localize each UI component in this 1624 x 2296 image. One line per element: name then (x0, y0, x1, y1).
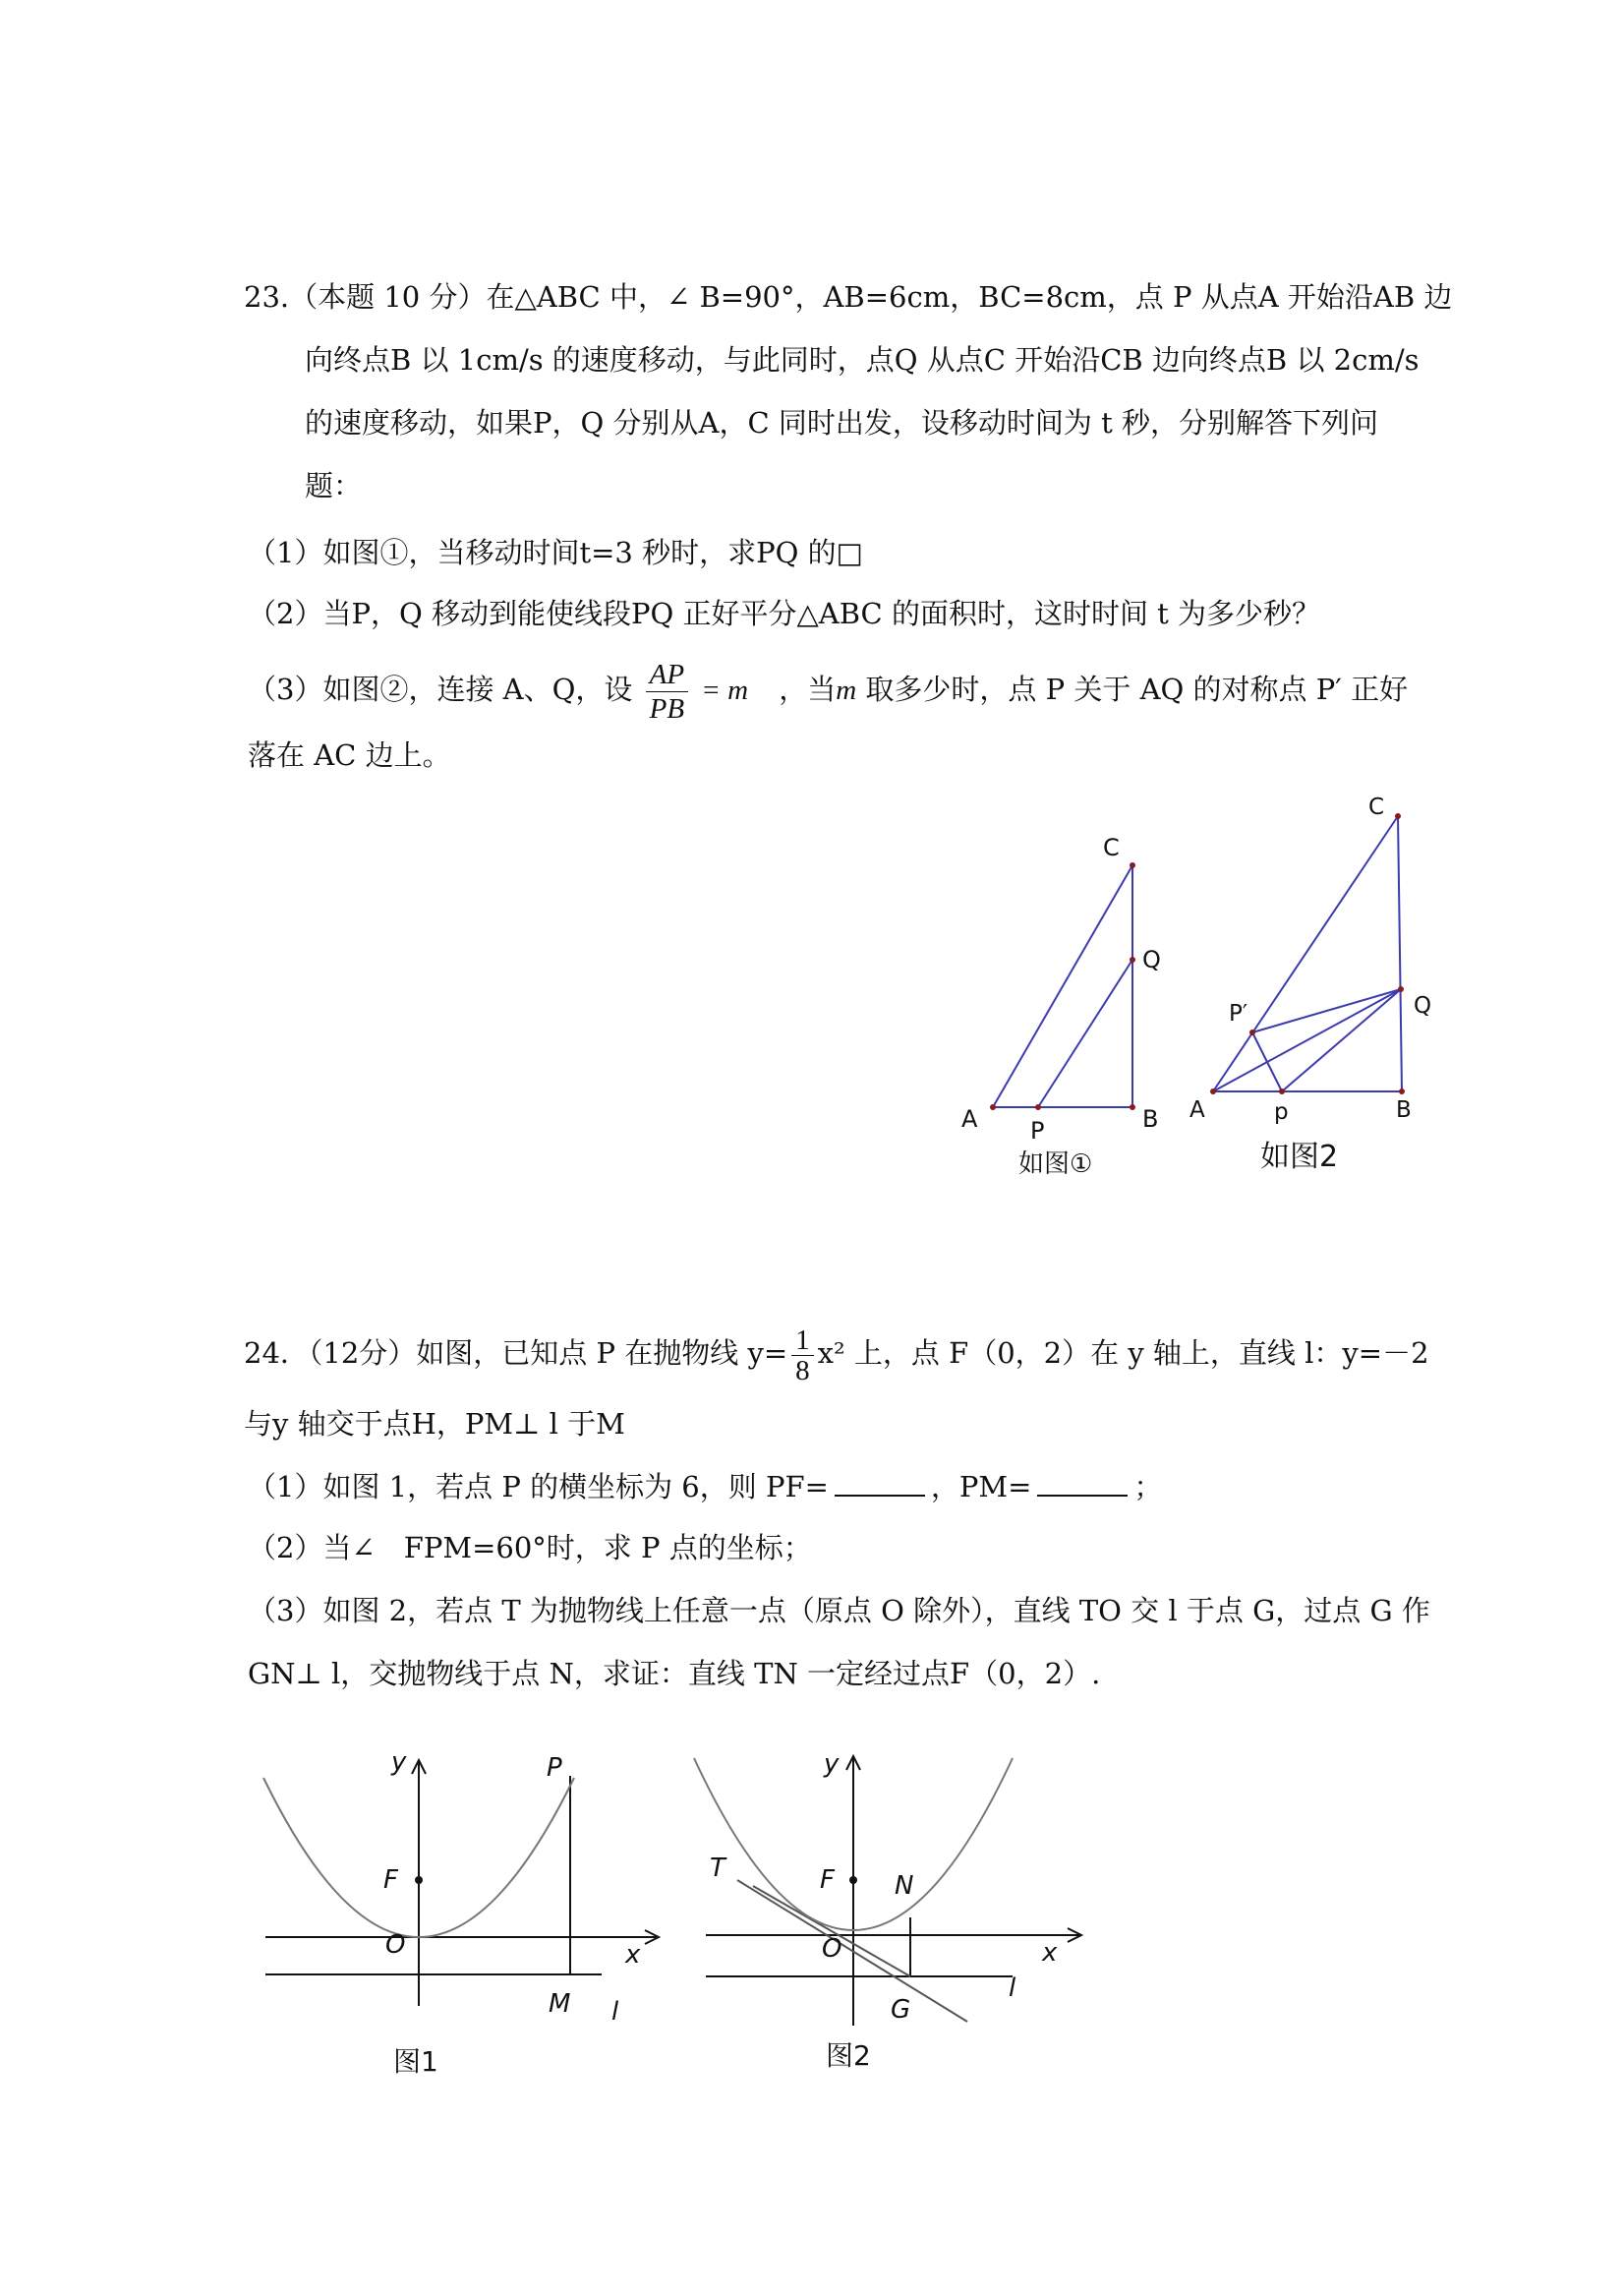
q23-line-1: 23.（本题 10 分）在△ABC 中，∠ B=90°，AB=6cm，BC=8cm，点 P 从点A 开始沿AB 边 (244, 280, 1453, 314)
q23-part-3-eq: = m (701, 675, 749, 706)
fig1-point-q (1130, 957, 1135, 963)
fig-2-label-n: N (895, 1871, 914, 1901)
fig-2-label-f: F (820, 1865, 835, 1895)
fig2-label-q: Q (1414, 993, 1432, 1019)
fig1-point-c (1130, 862, 1135, 868)
q24-fraction-numerator: 1 (791, 1325, 814, 1356)
q23-fraction-ap-pb (646, 658, 688, 726)
fig-1-label-y: y (391, 1747, 407, 1777)
fig-1-label-m: M (549, 1989, 571, 2019)
q24-figure-1 (246, 1731, 678, 2104)
q24-fraction-one-eighth (791, 1325, 814, 1385)
q24-line-1-text-b: x² 上，点 F（0，2）在 y 轴上，直线 l：y=－2 (817, 1336, 1429, 1370)
fig1-point-a (990, 1104, 996, 1110)
q23-figure-1 (944, 826, 1180, 1190)
q23-part-3 (248, 651, 1408, 729)
q24-part-1-text-a: （1）如图 1，若点 P 的横坐标为 6，则 PF= (248, 1470, 829, 1503)
q23-part-1: （1）如图①，当移动时间t=3 秒时，求PQ 的□ (248, 536, 863, 569)
fig1-point-b (1130, 1104, 1135, 1110)
q24-part-1-text-b: ，PM= (930, 1470, 1032, 1503)
fig-2-caption: 图2 (826, 2039, 871, 2072)
q23-fraction-numerator: AP (646, 658, 688, 692)
fig2-segment-p-prime-q (1252, 989, 1401, 1032)
fig-1-label-x: x (625, 1940, 641, 1970)
q24-part-3: （3）如图 2，若点 T 为抛物线上任意一点（原点 O 除外），直线 TO 交 l 于点 G，过点 G 作 (248, 1594, 1430, 1627)
fig2-caption: 如图2 (1260, 1140, 1339, 1174)
fig-2-label-l: l (1009, 1973, 1016, 2003)
fig2-point-p-prime (1249, 1030, 1255, 1035)
fig-2-point-f (849, 1876, 857, 1884)
q24-part-2: （2）当∠ FPM=60°时，求 P 点的坐标； (248, 1531, 812, 1564)
fig-1-label-p: P (547, 1753, 562, 1783)
q23-part-3-cont: 落在 AC 边上。 (248, 738, 451, 772)
fig1-segment-pq (1038, 960, 1132, 1107)
fig2-segment-p-prime-p (1252, 1032, 1282, 1091)
q23-part-3-text-a: （3）如图②，连接 A、Q，设 (248, 673, 633, 706)
fig-2-label-g: G (891, 1995, 911, 2025)
fig-1-label-f: F (383, 1865, 398, 1895)
q23-figure-2 (1180, 787, 1465, 1190)
fig-2-label-o: O (822, 1934, 842, 1964)
fig2-point-b (1399, 1089, 1405, 1094)
fig-1-caption: 图1 (393, 2045, 438, 2078)
q24-line-1-text-a: 24．（12分）如图，已知点 P 在抛物线 y= (244, 1336, 788, 1370)
q23-part-3-text-b: ，当 (779, 673, 837, 706)
fig1-label-b: B (1142, 1105, 1159, 1133)
q23-line-4: 题： (305, 469, 363, 502)
fig-1-label-o: O (385, 1930, 406, 1960)
fig1-label-a: A (961, 1105, 978, 1133)
pf-answer-blank[interactable] (835, 1469, 925, 1497)
fig2-point-q (1398, 986, 1404, 992)
q23-line-3: 的速度移动，如果P，Q 分别从A，C 同时出发，设移动时间为 t 秒，分别解答下列问 (305, 406, 1378, 440)
fig1-label-p: P (1030, 1117, 1045, 1145)
q23-part-3-text-c: 取多少时，点 P 关于 AQ 的对称点 P′ 正好 (856, 673, 1409, 706)
fig-2-label-t: T (710, 1854, 725, 1883)
fig2-segment-pq (1282, 989, 1401, 1091)
q24-line-2: 与y 轴交于点H，PM⊥ l 于M (244, 1407, 625, 1441)
pm-answer-blank[interactable] (1037, 1469, 1128, 1497)
fig-2-label-y: y (824, 1749, 840, 1779)
fig2-point-c (1395, 813, 1401, 819)
fig2-label-p-prime: P′ (1229, 1001, 1248, 1027)
q23-part-2: （2）当P，Q 移动到能使线段PQ 正好平分△ABC 的面积时，这时时间 t 为多少秒？ (248, 597, 1321, 630)
fig2-point-a (1210, 1089, 1216, 1094)
fig1-caption: 如图① (1018, 1149, 1093, 1179)
fig2-side-ac (1213, 816, 1398, 1091)
q24-part-1-text-c: ； (1133, 1470, 1163, 1503)
fig1-point-p (1035, 1104, 1041, 1110)
q24-figure-2 (688, 1731, 1101, 2104)
fig2-side-bc (1398, 816, 1402, 1091)
fig-1-point-f (415, 1876, 423, 1884)
q24-part-1 (248, 1467, 1162, 1506)
fig2-label-a: A (1189, 1097, 1205, 1123)
q24-part-3-cont: GN⊥ l，交抛物线于点 N，求证：直线 TN 一定经过点F（0，2）. (248, 1657, 1101, 1690)
fig1-label-c: C (1103, 834, 1120, 861)
fig1-side-ac (993, 865, 1132, 1107)
fig1-label-q: Q (1142, 946, 1161, 973)
fig-2-label-x: x (1042, 1938, 1058, 1968)
fig2-label-c: C (1368, 795, 1385, 820)
fig2-point-p (1279, 1089, 1285, 1094)
fig-1-label-l: l (611, 1997, 619, 2027)
fig2-label-p: p (1274, 1099, 1289, 1125)
q24-fraction-denominator: 8 (795, 1354, 810, 1386)
fig2-label-b: B (1396, 1097, 1412, 1123)
q23-part-3-m: m (836, 675, 857, 706)
q24-line-1 (244, 1314, 1429, 1392)
q23-line-2: 向终点B 以 1cm/s 的速度移动，与此同时，点Q 从点C 开始沿CB 边向终点B 以 2cm/s (305, 343, 1420, 377)
q23-fraction-denominator: PB (649, 692, 685, 725)
